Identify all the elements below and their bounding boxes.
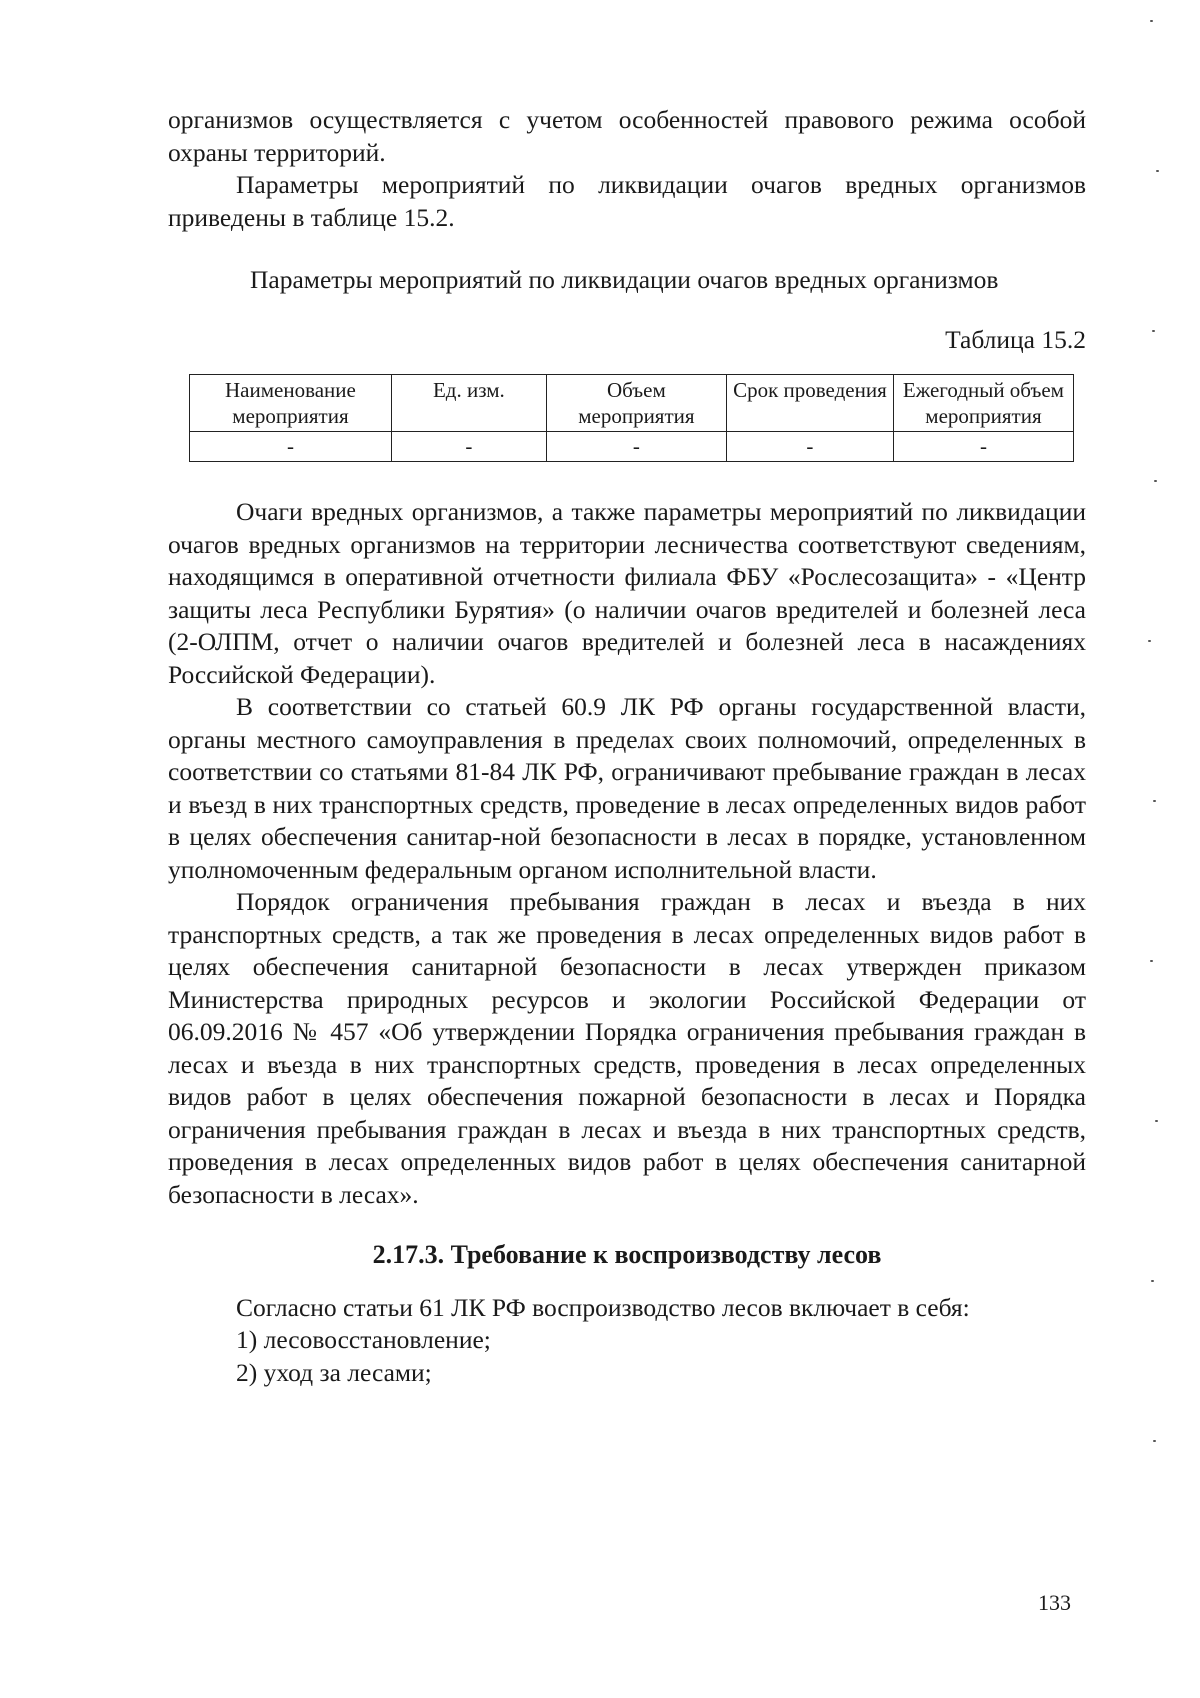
- scan-speck: [1153, 1440, 1156, 1442]
- section-heading: 2.17.3. Требование к воспроизводству лесов: [372, 1240, 882, 1269]
- scan-speck: [1152, 330, 1155, 332]
- scan-speck: [1150, 960, 1153, 962]
- paragraph-table-reference: Параметры мероприятий по ликвидации очагов вредных организмов приведены в таблице 15.2.: [168, 170, 1086, 232]
- paragraph-article-60-9: В соответствии со статьей 60.9 ЛК РФ органы государственной власти, органы местного самоуправления в пределах своих полномочий, определенных в соответствии со статьями 81-84 ЛК РФ, ограничивают пребывание граждан в лесах и въезд в них транспортных средств, проведение в лесах определенных видов работ в целях обеспечения санитар-ной безопасности в лесах в порядке, установленном уполномоченным федеральным органом исполнительной власти.: [168, 692, 1086, 884]
- paragraph-continuation: организмов осуществляется с учетом особенностей правового режима особой охраны территорий.: [168, 105, 1086, 167]
- scan-speck: [1154, 480, 1157, 482]
- header-measure-name: Наименование мероприятия: [190, 375, 392, 432]
- scan-speck: [1156, 170, 1159, 172]
- scan-speck: [1153, 800, 1156, 802]
- table-cell: -: [726, 432, 893, 462]
- reproduction-list: [168, 1292, 1086, 1390]
- table-cell: -: [893, 432, 1073, 462]
- header-unit: Ед. изм.: [391, 375, 546, 432]
- page-content: [168, 104, 1086, 1389]
- page-number: 133: [1038, 1590, 1071, 1615]
- header-volume: Объем мероприятия: [546, 375, 726, 432]
- table-row: [190, 432, 1074, 462]
- paragraph-restriction-order: Порядок ограничения пребывания граждан в лесах и въезда в них транспортных средств, а так же проведения в лесах определенных видов работ в целях обеспечения санитарной безопасности в лесах утвержден приказом Министерства природных ресурсов и экологии Российской Федерации от 06.09.2016 № 457 «Об утверждении Порядка ограничения пребывания граждан в лесах и въезда в них транспортных средств, проведения в лесах определенных видов работ в целях обеспечения пожарной безопасности в лесах и Порядка ограничения пребывания граждан в лесах и въезда в них транспортных средств, проведения в лесах определенных видов работ в целях обеспечения санитарной безопасности в лесах».: [168, 887, 1086, 1209]
- list-item: 2) уход за лесами;: [236, 1357, 432, 1387]
- table-cell: -: [190, 432, 392, 462]
- scan-speck: [1150, 20, 1153, 22]
- list-intro: Согласно статьи 61 ЛК РФ воспроизводство лесов включает в себя:: [236, 1292, 970, 1322]
- table-cell: -: [391, 432, 546, 462]
- list-item: 1) лесовосстановление;: [236, 1325, 491, 1354]
- measures-table: [189, 374, 1074, 462]
- table-cell: -: [546, 432, 726, 462]
- scan-speck: [1155, 1120, 1158, 1122]
- header-period: Срок проведения: [726, 375, 893, 432]
- scan-speck: [1148, 640, 1151, 642]
- table-number: Таблица 15.2: [945, 324, 1086, 354]
- table-caption: Параметры мероприятий по ликвидации очагов вредных организмов: [250, 265, 999, 294]
- header-annual-volume: Ежегодный объем мероприятия: [893, 375, 1073, 432]
- paragraph-pest-foci: Очаги вредных организмов, а также параметры мероприятий по ликвидации очагов вредных организмов на территории лесничества соответствуют сведениям, находящимся в оперативной отчетности филиала ФБУ «Рослесозащита» - «Центр защиты леса Республики Бурятия» (о наличии очагов вредителей и болезней леса (2-ОЛПМ, отчет о наличии очагов вредителей и болезней леса в насаждениях Российской Федерации).: [168, 497, 1086, 689]
- scan-speck: [1151, 1280, 1154, 1282]
- table-header-row: [190, 375, 1074, 432]
